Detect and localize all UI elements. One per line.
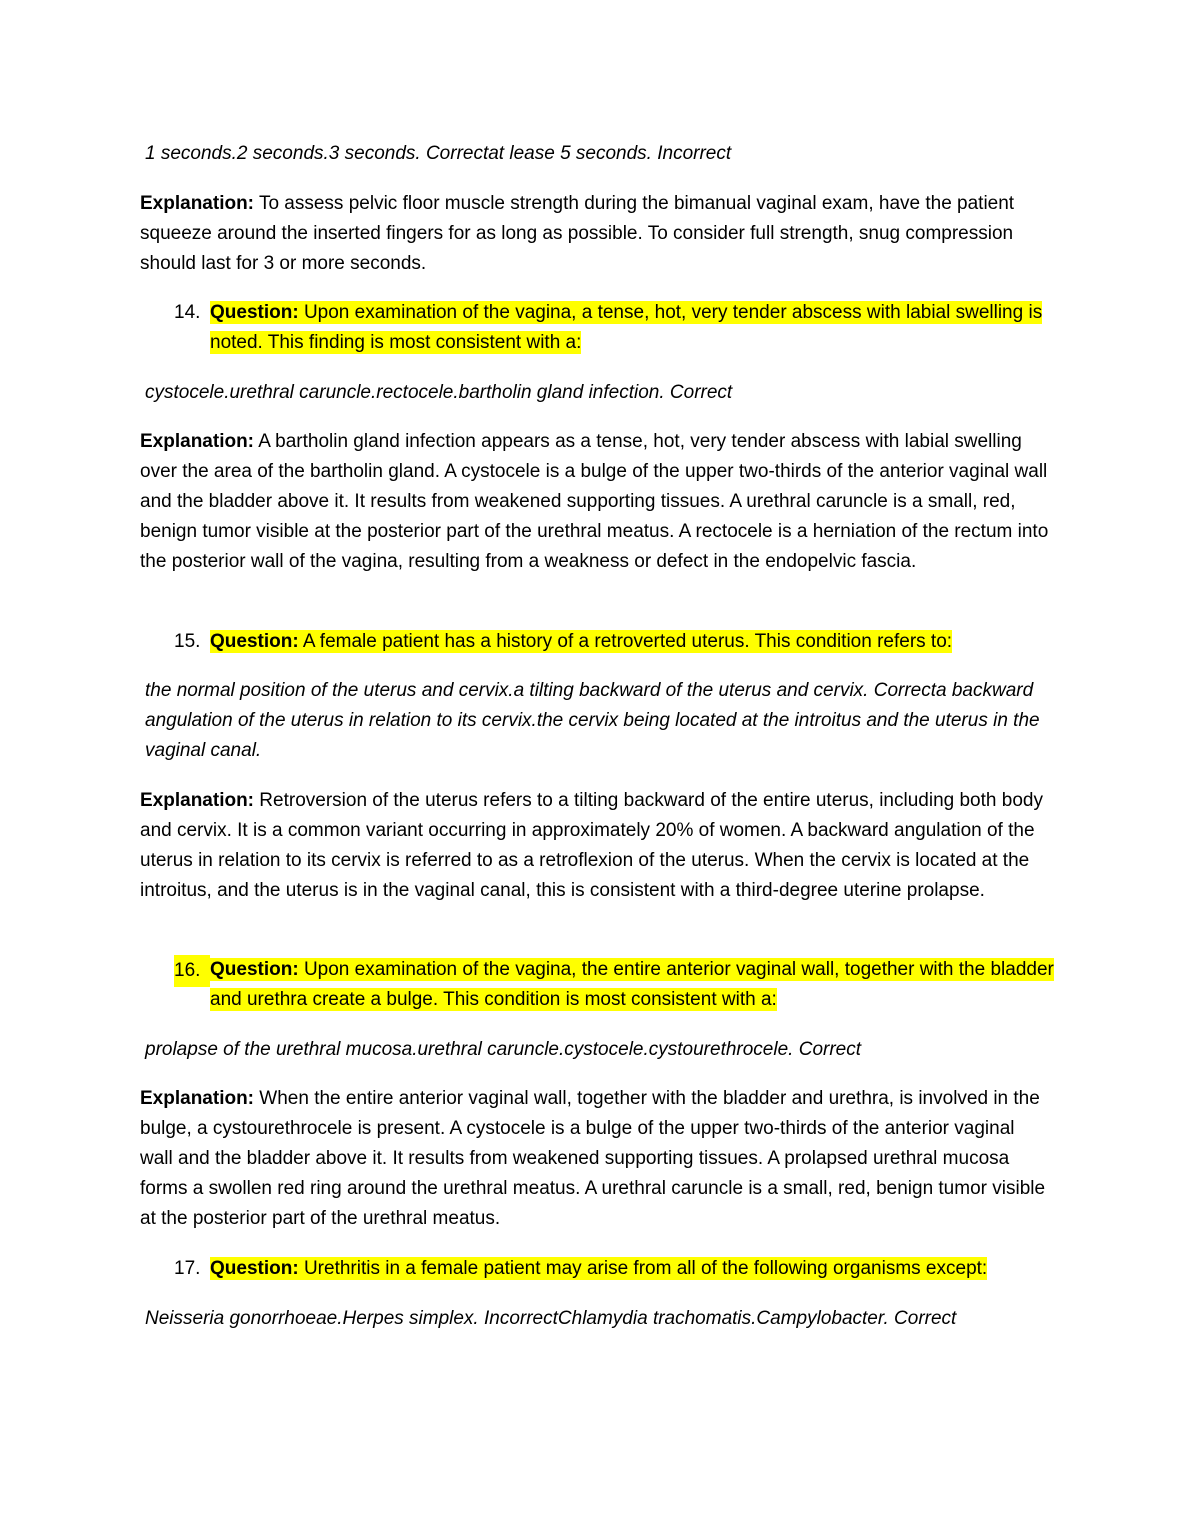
explanation-text: Retroversion of the uterus refers to a tilting backward of the entire uterus, including both body and cervix. It is a common variant occurring in approximately 20% of women. A backward angulation of the uterus in relation to its cervix is referred to as a retroflexion of the uterus. When the cervix is located at the introitus, and the uterus is in the vaginal canal, this is consistent with a third-degree uterine prolapse. — [140, 790, 1043, 901]
question-label: Question: — [210, 302, 299, 323]
answer-options — [140, 676, 1050, 766]
question-text: Urethritis in a female patient may arise from all of the following organisms except: — [298, 1258, 988, 1279]
question-highlight — [210, 1257, 987, 1280]
explanation-label: Explanation: — [140, 193, 255, 214]
answer-options — [140, 1035, 1050, 1065]
question-16 — [174, 955, 1054, 1015]
explanation-text: A bartholin gland infection appears as a tense, hot, very tender abscess with labial swelling over the area of the bartholin gland. A cystocele is a bulge of the upper two-thirds of the anterior vaginal wall and the bladder above it. It results from weakened supporting tissues. A urethral caruncle is a small, red, benign tumor visible at the posterior part of the urethral meatus. A rectocele is a herniation of the rectum into the posterior wall of the vagina, resulting from a weakness or defect in the endopelvic fascia. — [140, 431, 1049, 572]
explanation — [140, 1084, 1050, 1234]
question-14 — [174, 298, 1054, 358]
explanation-text: To assess pelvic floor muscle strength during the bimanual vaginal exam, have the patient squeeze around the inserted fingers for as long as possible. To consider full strength, snug compression should last for 3 or more seconds. — [140, 193, 1015, 274]
answer-options — [140, 378, 1050, 408]
answer-text: Neisseria gonorrhoeae.Herpes simplex. IncorrectChlamydia trachomatis.Campylobacter. Correct — [145, 1308, 957, 1329]
explanation-label: Explanation: — [140, 431, 255, 452]
answer-text: cystocele.urethral caruncle.rectocele.bartholin gland infection. Correct — [145, 382, 733, 403]
question-number: 15. — [174, 631, 201, 652]
answer-text: prolapse of the urethral mucosa.urethral caruncle.cystocele.cystourethrocele. Correct — [145, 1039, 862, 1060]
question-highlight — [210, 958, 1054, 1011]
question-15 — [174, 627, 1054, 657]
question-number: 17. — [174, 1258, 201, 1279]
question-text: Upon examination of the vagina, the entire anterior vaginal wall, together with the bladder and urethra create a bulge. This condition is most consistent with a: — [210, 959, 1054, 1010]
question-number: 16. — [174, 955, 210, 987]
question-label: Question: — [210, 1258, 299, 1279]
explanation-label: Explanation: — [140, 790, 255, 811]
answer-text: the normal position of the uterus and cervix.a tilting backward of the uterus and cervix. Correcta backward angulation of the uterus in relation to its cervix.the cervix being located at the introitus and the uterus in the vaginal canal. — [145, 680, 1040, 761]
answer-text: 1 seconds.2 seconds.3 seconds. Correctat lease 5 seconds. Incorrect — [145, 143, 732, 164]
question-label: Question: — [210, 959, 299, 980]
question-17 — [174, 1254, 1054, 1284]
explanation-text: When the entire anterior vaginal wall, together with the bladder and urethra, is involved in the bulge, a cystourethrocele is present. A cystocele is a bulge of the upper two-thirds of the anterior vaginal wall and the bladder above it. It results from weakened supporting tissues. A prolapsed urethral mucosa forms a swollen red ring around the urethral meatus. A urethral caruncle is a small, red, benign tumor visible at the posterior part of the urethral meatus. — [140, 1088, 1046, 1229]
question-text: Upon examination of the vagina, a tense, hot, very tender abscess with labial swelling is noted. This finding is most consistent with a: — [210, 302, 1043, 353]
answer-options — [140, 139, 1050, 169]
question-highlight — [210, 630, 952, 653]
explanation — [140, 786, 1050, 906]
question-number: 14. — [174, 302, 201, 323]
question-highlight — [210, 301, 1042, 354]
explanation — [140, 427, 1050, 577]
explanation-label: Explanation: — [140, 1088, 255, 1109]
question-text: A female patient has a history of a retroverted uterus. This condition refers to: — [298, 631, 953, 652]
answer-options — [140, 1304, 1050, 1334]
question-label: Question: — [210, 631, 299, 652]
explanation — [140, 189, 1050, 279]
